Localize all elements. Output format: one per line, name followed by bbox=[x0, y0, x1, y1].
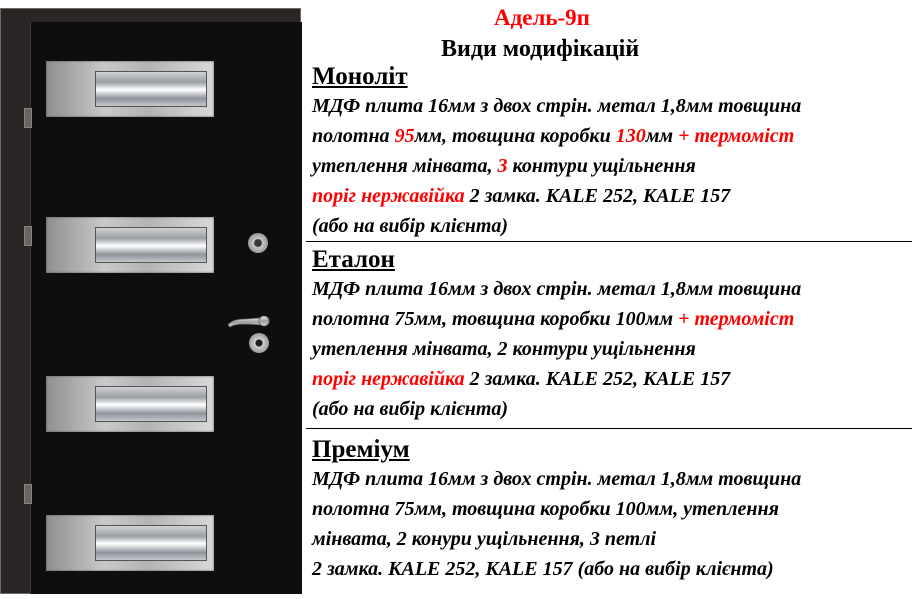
spec-line: мінвата, 2 конури ущільнення, 3 петлі bbox=[312, 528, 657, 550]
section-title: Моноліт bbox=[312, 63, 408, 90]
spec-line: полотна 75мм, товщина коробки 100мм, утеплення bbox=[312, 498, 779, 520]
glass-insert bbox=[95, 71, 207, 107]
section-divider bbox=[306, 241, 912, 242]
upper-lock-icon bbox=[248, 233, 268, 253]
lock-cylinder-icon bbox=[249, 333, 269, 353]
page-subtitle: Види модифікацій bbox=[441, 36, 640, 62]
decor-plate-3 bbox=[46, 376, 214, 432]
glass-insert bbox=[95, 227, 207, 263]
glass-insert bbox=[95, 525, 207, 561]
decor-plate-1 bbox=[46, 61, 214, 117]
door-handle-icon bbox=[226, 311, 272, 331]
spec-line: утеплення мінвата, 3 контури ущільнення bbox=[312, 155, 696, 177]
spec-line: полотна 75мм, товщина коробки 100мм + термоміст bbox=[312, 308, 795, 330]
hinge-middle bbox=[24, 226, 32, 246]
hinge-top bbox=[24, 108, 32, 128]
spec-line: (або на вибір клієнта) bbox=[312, 398, 509, 420]
spec-line: МДФ плита 16мм з двох стрін. метал 1,8мм товщина bbox=[312, 95, 802, 117]
glass-insert bbox=[95, 386, 207, 422]
section-title: Преміум bbox=[312, 436, 410, 463]
spec-line: МДФ плита 16мм з двох стрін. метал 1,8мм товщина bbox=[312, 468, 802, 490]
spec-line: поріг нержавійка 2 замка. KALE 252, KALE 157 bbox=[312, 368, 731, 390]
decor-plate-4 bbox=[46, 515, 214, 571]
decor-plate-2 bbox=[46, 217, 214, 273]
section-monolit bbox=[312, 63, 912, 241]
product-title: Адель-9п bbox=[494, 5, 590, 30]
spec-line: поріг нержавійка 2 замка. KALE 252, KALE 157 bbox=[312, 185, 731, 207]
spec-line: (або на вибір клієнта) bbox=[312, 215, 509, 237]
spec-line: утеплення мінвата, 2 контури ущільнення bbox=[312, 338, 696, 360]
section-etalon bbox=[312, 246, 912, 424]
section-divider bbox=[306, 428, 912, 429]
section-premium bbox=[312, 436, 912, 584]
hinge-bottom bbox=[24, 484, 32, 504]
spec-line: МДФ плита 16мм з двох стрін. метал 1,8мм товщина bbox=[312, 278, 802, 300]
spec-line: 2 замка. KALE 252, KALE 157 (або на вибір клієнта) bbox=[312, 558, 774, 580]
section-title: Еталон bbox=[312, 246, 395, 273]
spec-line: полотна 95мм, товщина коробки 130мм + термоміст bbox=[312, 125, 795, 147]
